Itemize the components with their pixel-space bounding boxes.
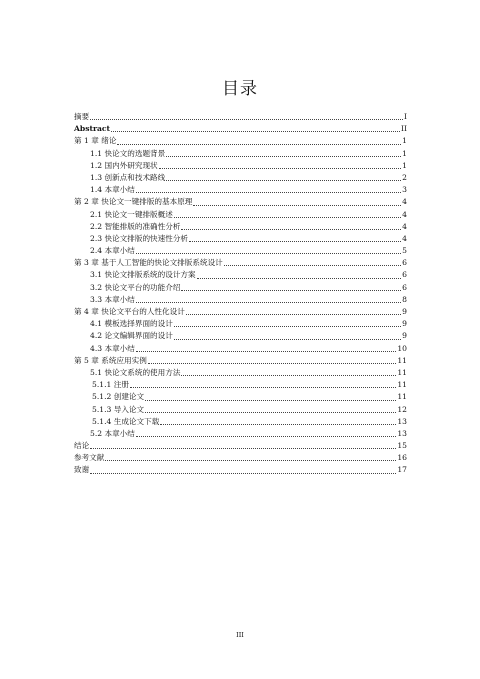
- toc-entry-label: 2.3 快论文排版的快速性分析: [90, 233, 189, 243]
- toc-entry[interactable]: [74, 123, 407, 135]
- toc-entry[interactable]: [74, 391, 407, 403]
- toc-entry[interactable]: [74, 269, 407, 281]
- toc-entry-label: 2.4 本章小结: [90, 246, 135, 256]
- toc-entry-label: 5.1.3 导入论文: [92, 404, 145, 414]
- toc-leader-dots: [136, 252, 401, 254]
- toc-leader-dots: [159, 167, 402, 169]
- toc-entry[interactable]: [74, 111, 407, 123]
- toc-entry[interactable]: [74, 306, 407, 318]
- toc-entry[interactable]: [74, 343, 407, 355]
- toc-entry[interactable]: [74, 160, 407, 172]
- table-of-contents: [74, 111, 407, 477]
- toc-leader-dots: [160, 423, 396, 425]
- toc-entry-label: 第 5 章 系统应用实例: [74, 355, 147, 365]
- toc-leader-dots: [186, 313, 401, 315]
- toc-leader-dots: [105, 459, 396, 461]
- toc-entry[interactable]: [74, 184, 407, 196]
- toc-entry-page: 11: [397, 355, 407, 365]
- toc-entry-page: II: [401, 124, 407, 134]
- toc-entry[interactable]: [74, 135, 407, 147]
- toc-leader-dots: [148, 362, 397, 364]
- toc-entry[interactable]: [74, 221, 407, 233]
- toc-entry-label: 5.2 本章小结: [90, 428, 135, 438]
- toc-leader-dots: [136, 435, 396, 437]
- toc-entry[interactable]: [74, 148, 407, 160]
- toc-entry[interactable]: [74, 330, 407, 342]
- toc-leader-dots: [189, 240, 401, 242]
- toc-leader-dots: [193, 204, 401, 206]
- toc-entry-label: 5.1.2 创建论文: [92, 392, 145, 402]
- toc-leader-dots: [117, 143, 401, 145]
- toc-leader-dots: [136, 350, 396, 352]
- toc-entry-page: 11: [397, 392, 407, 402]
- toc-entry-label: 第 2 章 快论文一键排版的基本原理: [74, 197, 193, 207]
- toc-entry[interactable]: [74, 245, 407, 257]
- toc-entry[interactable]: [74, 196, 407, 208]
- toc-entry-page: 11: [397, 367, 407, 377]
- toc-entry[interactable]: [74, 318, 407, 330]
- toc-leader-dots: [90, 472, 396, 474]
- toc-entry-page: 9: [402, 307, 407, 316]
- toc-entry[interactable]: [74, 233, 407, 245]
- toc-entry-page: 1: [402, 136, 407, 146]
- toc-entry-label: 2.2 智能排版的准确性分析: [90, 221, 181, 231]
- toc-entry-label: 第 4 章 快论文平台的人性化设计: [74, 307, 185, 316]
- toc-entry-label: 致谢: [74, 465, 90, 475]
- toc-entry-page: 3: [402, 185, 407, 195]
- toc-entry[interactable]: [74, 379, 407, 391]
- toc-entry-page: 5: [402, 246, 407, 256]
- toc-entry-label: 1.4 本章小结: [90, 185, 135, 195]
- toc-entry-page: I: [404, 112, 407, 121]
- toc-entry-label: 3.3 本章小结: [90, 294, 135, 304]
- toc-entry-label: 1.2 国内外研究现状: [90, 160, 158, 170]
- toc-entry[interactable]: [74, 172, 407, 184]
- toc-entry[interactable]: [74, 282, 407, 294]
- toc-entry-label: 4.1 模板选择界面的设计: [90, 319, 173, 329]
- toc-entry-page: 1: [402, 160, 407, 170]
- toc-leader-dots: [136, 191, 401, 193]
- toc-leader-dots: [145, 411, 396, 413]
- toc-entry[interactable]: [74, 257, 407, 269]
- toc-entry-page: 10: [397, 343, 407, 353]
- toc-entry-label: 参考文献: [74, 453, 105, 463]
- toc-entry[interactable]: [74, 428, 407, 440]
- toc-entry-page: 6: [402, 258, 407, 268]
- toc-entry[interactable]: [74, 452, 407, 464]
- toc-leader-dots: [181, 228, 401, 230]
- toc-leader-dots: [90, 118, 403, 120]
- toc-entry-label: 2.1 快论文一键排版概述: [90, 209, 173, 219]
- toc-leader-dots: [145, 399, 396, 401]
- toc-title: 目录: [222, 79, 258, 99]
- toc-leader-dots: [90, 447, 396, 449]
- toc-entry-page: 9: [402, 319, 407, 329]
- toc-leader-dots: [181, 374, 396, 376]
- toc-leader-dots: [136, 301, 401, 303]
- toc-entry-label: 1.1 快论文的选题背景: [90, 148, 166, 158]
- toc-entry-page: 2: [402, 172, 407, 182]
- toc-entry[interactable]: [74, 464, 407, 476]
- toc-leader-dots: [166, 179, 401, 181]
- toc-entry-label: 第 3 章 基于人工智能的快论文排版系统设计: [74, 258, 223, 268]
- toc-entry-page: 8: [402, 294, 407, 304]
- toc-entry[interactable]: [74, 440, 407, 452]
- toc-entry-page: 4: [402, 233, 407, 243]
- toc-entry-page: 12: [397, 404, 407, 414]
- toc-entry-page: 4: [402, 197, 407, 207]
- toc-entry-page: 13: [397, 428, 407, 438]
- toc-entry[interactable]: [74, 367, 407, 379]
- toc-leader-dots: [111, 130, 400, 132]
- toc-entry-page: 11: [397, 380, 407, 390]
- toc-entry-label: 第 1 章 绪论: [74, 136, 117, 146]
- toc-entry[interactable]: [74, 404, 407, 416]
- toc-entry-page: 9: [402, 331, 407, 341]
- toc-entry-page: 16: [397, 453, 407, 463]
- toc-entry-page: 17: [397, 465, 407, 475]
- toc-entry-label: 4.3 本章小结: [90, 343, 135, 353]
- toc-leader-dots: [130, 386, 396, 388]
- toc-leader-dots: [166, 155, 401, 157]
- toc-leader-dots: [174, 338, 401, 340]
- page-number: III: [236, 631, 244, 639]
- toc-entry-page: 1: [402, 148, 407, 158]
- toc-entry-page: 4: [402, 209, 407, 219]
- toc-leader-dots: [174, 325, 401, 327]
- toc-leader-dots: [224, 264, 401, 266]
- toc-entry-label: 4.2 论文编辑界面的设计: [90, 331, 173, 341]
- toc-entry-label: 5.1.1 注册: [92, 380, 129, 390]
- toc-entry[interactable]: [74, 294, 407, 306]
- toc-entry-page: 6: [402, 270, 407, 280]
- toc-leader-dots: [174, 216, 401, 218]
- toc-entry-label: 3.2 快论文平台的功能介绍: [90, 282, 181, 292]
- toc-entry[interactable]: [74, 209, 407, 221]
- toc-entry-label: 摘要: [74, 112, 90, 121]
- toc-entry-label: 5.1.4 生成论文下载: [92, 416, 160, 426]
- toc-entry-label: 5.1 快论文系统的使用方法: [90, 367, 181, 377]
- toc-entry-page: 13: [397, 416, 407, 426]
- toc-entry-page: 4: [402, 221, 407, 231]
- toc-entry-label: 3.1 快论文排版系统的设计方案: [90, 270, 196, 280]
- toc-entry[interactable]: [74, 355, 407, 367]
- toc-entry-label: 结论: [74, 441, 90, 451]
- toc-entry-page: 6: [402, 282, 407, 292]
- toc-entry-label: 1.3 创新点和技术路线: [90, 172, 166, 182]
- toc-leader-dots: [197, 277, 402, 279]
- toc-entry-page: 15: [397, 441, 407, 451]
- toc-entry[interactable]: [74, 416, 407, 428]
- toc-entry-label: Abstract: [74, 124, 111, 134]
- toc-leader-dots: [181, 289, 401, 291]
